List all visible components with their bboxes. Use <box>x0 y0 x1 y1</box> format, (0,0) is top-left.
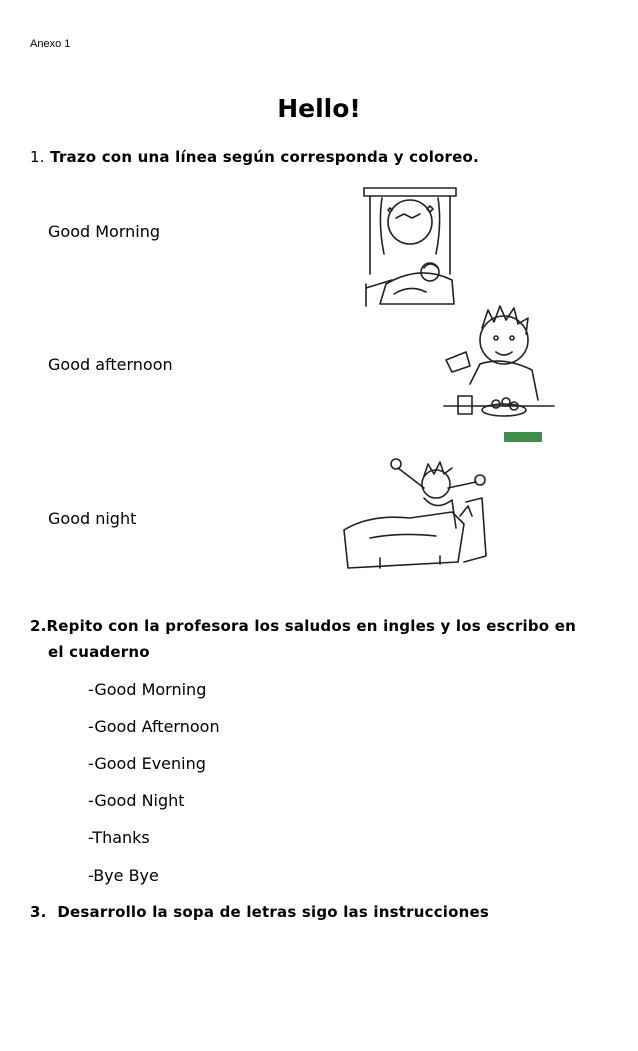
greeting-good-afternoon: Good afternoon <box>48 355 173 374</box>
question-3 <box>30 903 489 921</box>
question-2 <box>30 617 576 635</box>
question-1-text: Trazo con una línea según corresponda y coloreo. <box>50 148 479 166</box>
mini-logo <box>504 432 542 442</box>
greeting-good-morning: Good Morning <box>48 222 160 241</box>
question-2-text-line1: Repito con la profesora los saludos en ingles y los escribo en <box>46 617 576 635</box>
list-item-good-night: -Good Night <box>88 791 185 810</box>
list-item-good-afternoon: -Good Afternoon <box>88 717 220 736</box>
list-item-good-morning: -Good Morning <box>88 680 207 699</box>
sleeping-child-illustration <box>360 184 460 312</box>
question-2-number: 2. <box>30 617 47 635</box>
question-1-number: 1. <box>30 148 45 166</box>
question-3-text: Desarrollo la sopa de letras sigo las instrucciones <box>57 903 490 921</box>
boy-eating-illustration <box>440 300 558 426</box>
list-item-bye-bye: -Bye Bye <box>88 866 159 885</box>
waking-child-illustration <box>340 458 490 570</box>
question-3-number: 3. <box>30 903 47 921</box>
greeting-good-night: Good night <box>48 509 137 528</box>
annex-label: Anexo 1 <box>30 38 71 50</box>
list-item-good-evening: -Good Evening <box>88 754 206 773</box>
page-title: Hello! <box>277 94 361 123</box>
list-item-thanks: -Thanks <box>88 828 150 847</box>
question-2-line2: el cuaderno <box>48 643 150 661</box>
question-1 <box>30 148 479 166</box>
